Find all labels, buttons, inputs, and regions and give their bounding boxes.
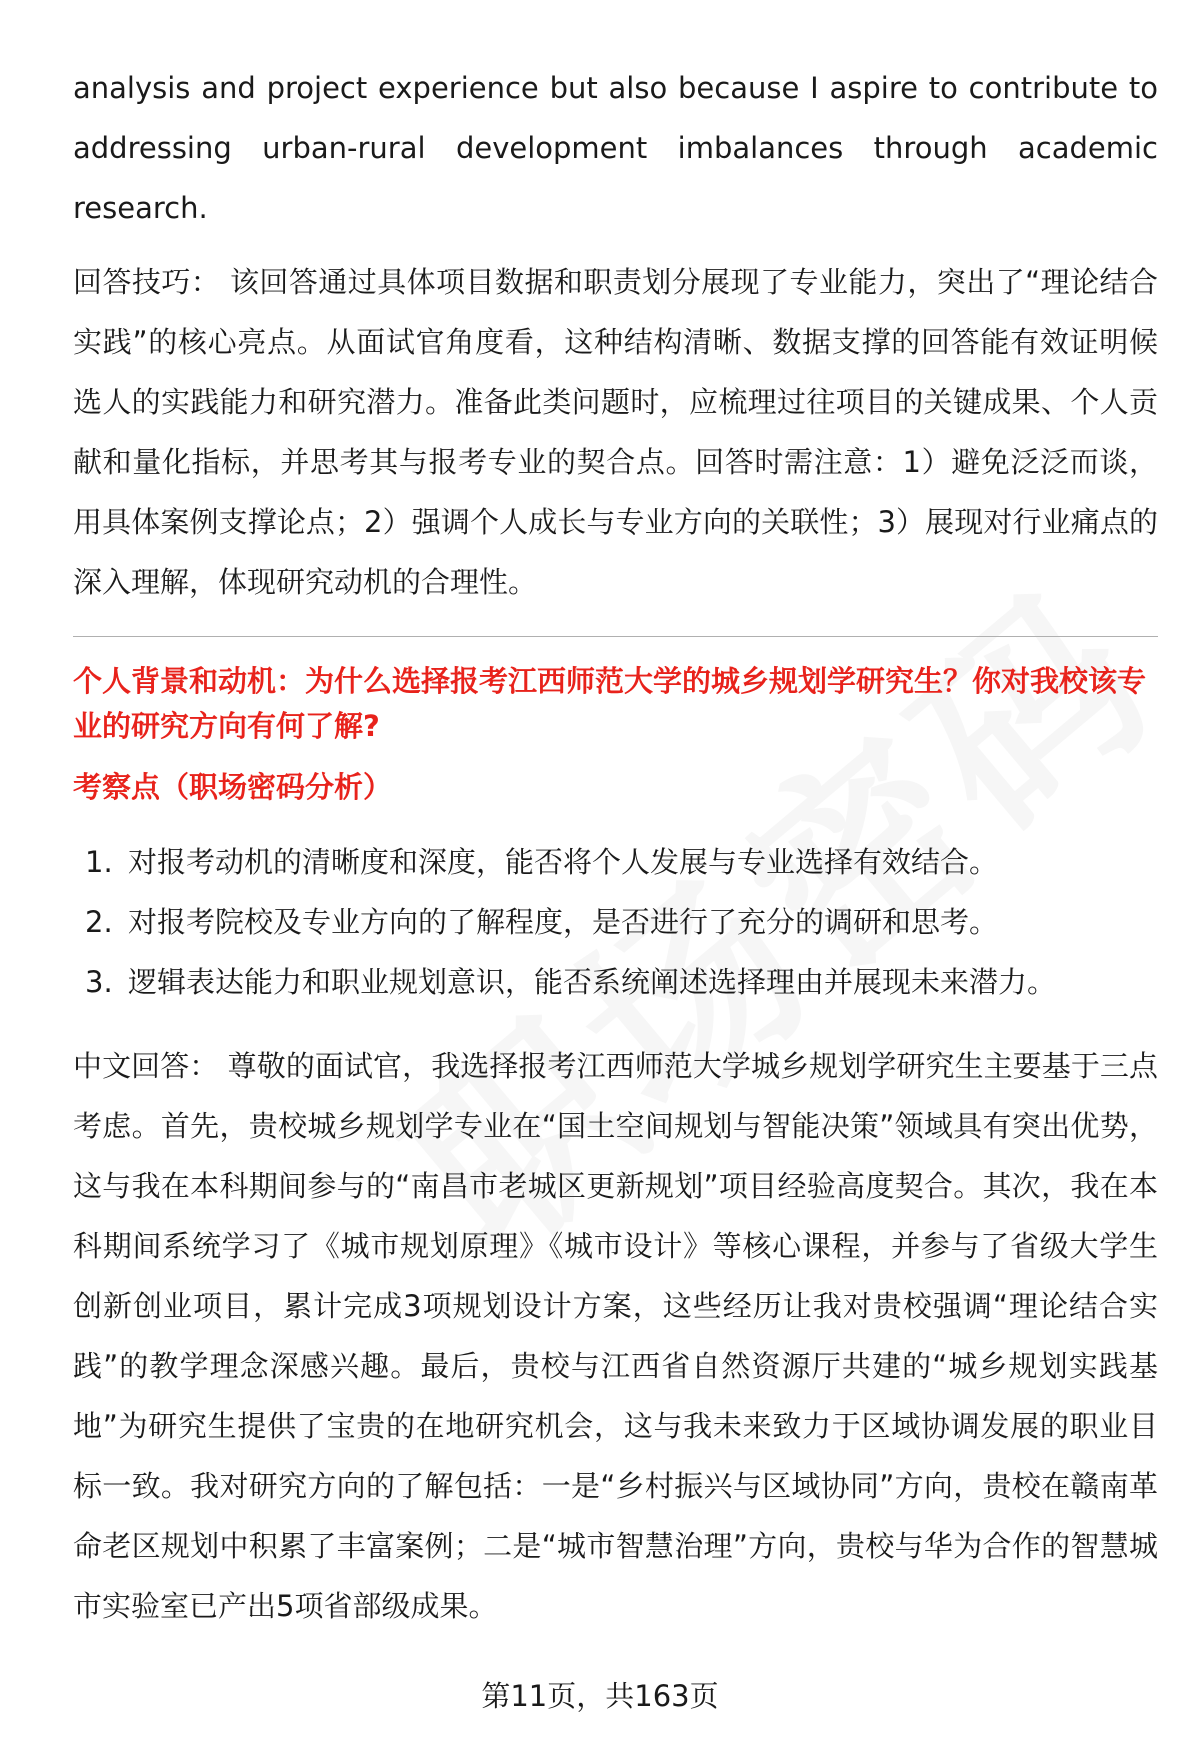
document-page bbox=[73, 58, 1158, 1636]
question-heading: 个人背景和动机：为什么选择报考江西师范大学的城乡规划学研究生？你对我校该专业的研究方向有何了解? bbox=[73, 664, 1147, 743]
list-item-number: 2. bbox=[85, 905, 113, 939]
list-item bbox=[73, 952, 1158, 1012]
list-item-number: 3. bbox=[85, 965, 113, 999]
answer-paragraph bbox=[73, 1036, 1158, 1636]
tips-text: 该回答通过具体项目数据和职责划分展现了专业能力，突出了“理论结合实践”的核心亮点。从面试官角度看，这种结构清晰、数据支撑的回答能有效证明候选人的实践能力和研究潜力。准备此类问题时，应梳理过往项目的关键成果、个人贡献和量化指标，并思考其与报考专业的契合点。回答时需注意：1）避免泛泛而谈，用具体案例支撑论点；2）强调个人成长与专业方向的关联性；3）展现对行业痛点的深入理解，体现研究动机的合理性。 bbox=[73, 265, 1158, 599]
list-item-number: 1. bbox=[85, 845, 113, 879]
list-item-text: 对报考院校及专业方向的了解程度，是否进行了充分的调研和思考。 bbox=[128, 905, 999, 939]
tips-paragraph bbox=[73, 252, 1158, 612]
assessment-points bbox=[73, 832, 1158, 1012]
list-item-text: 对报考动机的清晰度和深度，能否将个人发展与专业选择有效结合。 bbox=[128, 845, 999, 879]
list-item bbox=[73, 832, 1158, 892]
page-number: 第11页，共163页 bbox=[481, 1679, 719, 1713]
intro-paragraph: analysis and project experience but also because I aspire to contribute to addressing urban-rural development imbalances through academic research. bbox=[73, 71, 1158, 225]
answer-lead: 中文回答： bbox=[73, 1049, 219, 1083]
section-title: 考察点（职场密码分析） bbox=[73, 770, 393, 804]
section-divider bbox=[73, 636, 1158, 637]
list-item-text: 逻辑表达能力和职业规划意识，能否系统阐述选择理由并展现未来潜力。 bbox=[128, 965, 1057, 999]
tips-lead: 回答技巧： bbox=[73, 265, 221, 299]
list-item bbox=[73, 892, 1158, 952]
answer-text: 尊敬的面试官，我选择报考江西师范大学城乡规划学研究生主要基于三点考虑。首先，贵校城乡规划学专业在“国土空间规划与智能决策”领域具有突出优势，这与我在本科期间参与的“南昌市老城区更新规划”项目经验高度契合。其次，我在本科期间系统学习了《城市规划原理》《城市设计》等核心课程，并参与了省级大学生创新创业项目，累计完成3项规划设计方案，这些经历让我对贵校强调“理论结合实践”的教学理念深感兴趣。最后，贵校与江西省自然资源厅共建的“城乡规划实践基地”为研究生提供了宝贵的在地研究机会，这与我未来致力于区域协调发展的职业目标一致。我对研究方向的了解包括：一是“乡村振兴与区域协同”方向，贵校在赣南革命老区规划中积累了丰富案例；二是“城市智慧治理”方向，贵校与华为合作的智慧城市实验室已产出5项省部级成果。 bbox=[73, 1049, 1158, 1623]
